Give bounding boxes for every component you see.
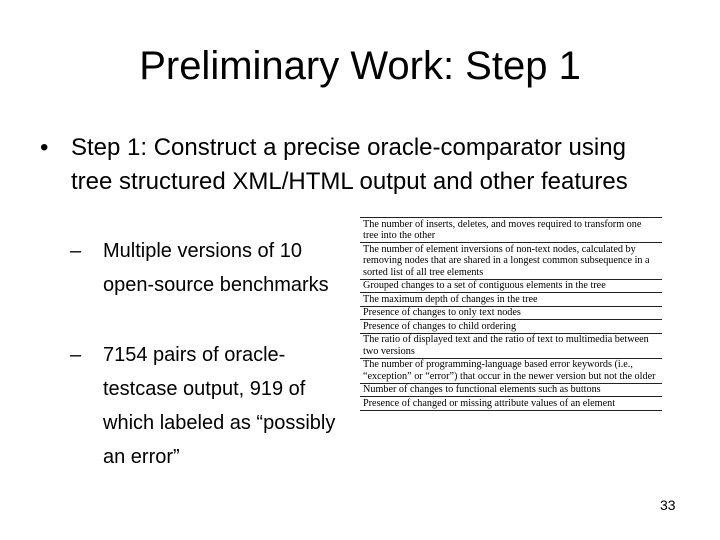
table-row [360, 279, 662, 293]
bullet-mark: • [40, 134, 49, 161]
sub-bullet-text: Multiple versions of 10 open-source benchmarks [103, 240, 329, 296]
feature-table [360, 217, 662, 411]
feature-cell: The number of inserts, deletes, and moves required to transform one tree into the other [360, 218, 662, 243]
table-row [360, 306, 662, 320]
slide-title: Preliminary Work: Step 1 [139, 44, 581, 88]
table-row [360, 358, 662, 383]
feature-cell: Presence of changes to child ordering [360, 320, 662, 334]
sub-bullet-dash: – [70, 344, 82, 366]
feature-cell: Grouped changes to a set of contiguous elements in the tree [360, 279, 662, 293]
feature-cell: The number of programming-language based error keywords (i.e., “exception” or “error”) that occur in the newer version but not the older [360, 358, 662, 383]
feature-cell: Presence of changed or missing attribute values of an element [360, 397, 662, 411]
table-row [360, 218, 662, 243]
feature-cell: The number of element inversions of non-text nodes, calculated by removing nodes that are shared in a longest common subsequence in a sorted list of all tree elements [360, 243, 662, 280]
table-row [360, 243, 662, 280]
feature-cell: Number of changes to functional elements such as buttons [360, 383, 662, 397]
table-row [360, 397, 662, 411]
sub-bullet-dash: – [70, 240, 82, 262]
page-number: 33 [660, 497, 676, 513]
feature-cell: The ratio of displayed text and the ratio of text to multimedia between two versions [360, 333, 662, 358]
feature-cell: The maximum depth of changes in the tree [360, 293, 662, 307]
main-bullet-text: Step 1: Construct a precise oracle-comparator using tree structured XML/HTML output and other features [71, 134, 628, 195]
table-row [360, 320, 662, 334]
table-row [360, 293, 662, 307]
sub-bullet-text: 7154 pairs of oracle-testcase output, 919 of which labeled as “possibly an error” [103, 344, 336, 468]
table-row [360, 333, 662, 358]
table-row [360, 383, 662, 397]
feature-cell: Presence of changes to only text nodes [360, 306, 662, 320]
